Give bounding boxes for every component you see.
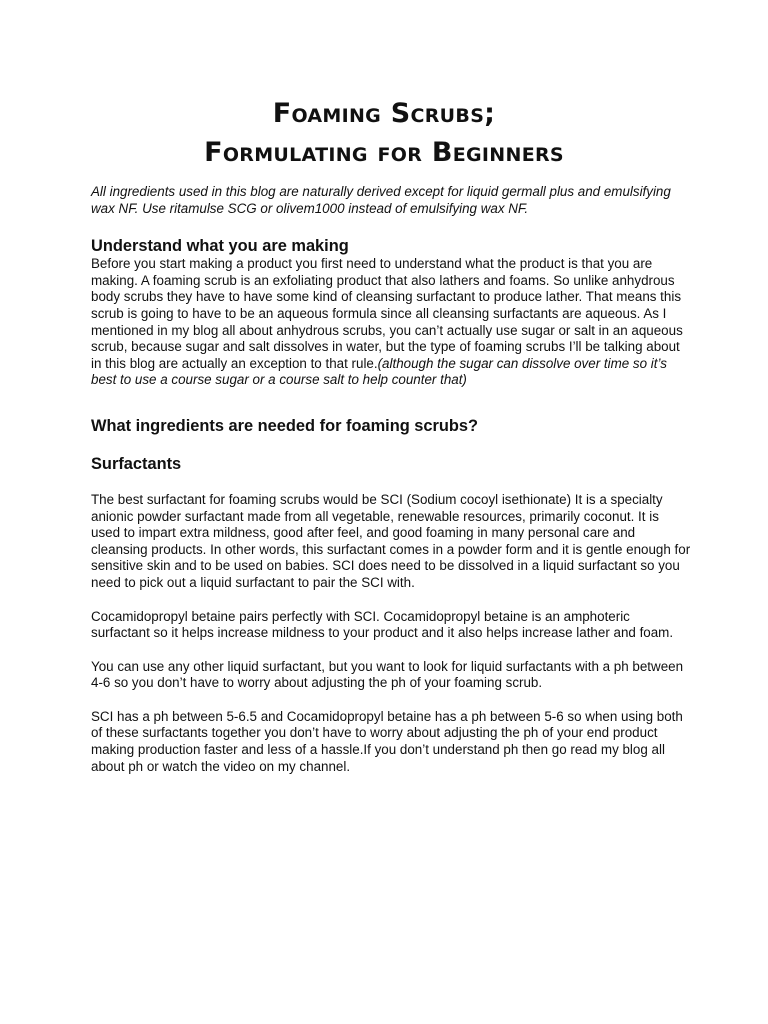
heading-understand: Understand what you are making [91, 237, 349, 256]
understand-note: (although the sugar can dissolve over time so it’s best to use a course sugar or a course salt to help counter that) [91, 355, 667, 388]
understand-body: Before you start making a product you first need to understand what the product is that you are making. A foaming scrub is an exfoliating product that also lathers and foams. So unlike anhydrous body scrubs they have to have some kind of cleansing surfactant to produce lather. That means this scrub is going to have to be an aqueous formula since all cleansing surfactants are aqueous. As I mentioned in my blog all about anhydrous scrubs, you can’t actually use sugar or salt in an aqueous scrub, because sugar and salt dissolves in water, but the type of foaming scrubs I’ll be talking about in this blog are actually an exception to that rule. [91, 256, 683, 371]
title-line-2: Formulating for Beginners [204, 137, 564, 168]
document-body [91, 184, 691, 775]
title-line-1: Foaming Scrubs; [272, 98, 496, 129]
heading-surfactants: Surfactants [91, 454, 182, 473]
heading-ingredients: What ingredients are needed for foaming scrubs? [91, 416, 479, 435]
understand-paragraph [91, 256, 691, 389]
intro-note: All ingredients used in this blog are naturally derived except for liquid germall plus and emulsifying wax NF. Use ritamulse SCG or olivem1000 instead of emulsifying wax NF. [91, 184, 671, 216]
surfactants-paragraph-2: Cocamidopropyl betaine pairs perfectly with SCI. Cocamidopropyl betaine is an amphoteric surfactant so it helps increase mildness to your product and it also helps increase lather and foam. [91, 608, 674, 641]
document-title [0, 94, 768, 172]
surfactants-paragraph-4: SCI has a ph between 5-6.5 and Cocamidopropyl betaine has a ph between 5-6 so when using both of these surfactants together you don’t have to worry about adjusting the ph of your end product making production faster and less of a hassle.If you don’t understand ph then go read my blog all about ph or watch the video on my channel. [91, 708, 683, 774]
surfactants-paragraph-1: The best surfactant for foaming scrubs would be SCI (Sodium cocoyl isethionate) It is a specialty anionic powder surfactant made from all vegetable, renewable resources, primarily coconut. It is used to impart extra mildness, good after feel, and good foaming in many personal care and cleansing products. In other words, this surfactant comes in a powder form and it is gentle enough for sensitive skin and to be used on babies. SCI does need to be dissolved in a liquid surfactant so you need to pick out a liquid surfactant to pair the SCI with. [91, 491, 691, 590]
surfactants-paragraph-3: You can use any other liquid surfactant, but you want to look for liquid surfactants with a ph between 4-6 so you don’t have to worry about adjusting the ph of your foaming scrub. [91, 658, 684, 691]
